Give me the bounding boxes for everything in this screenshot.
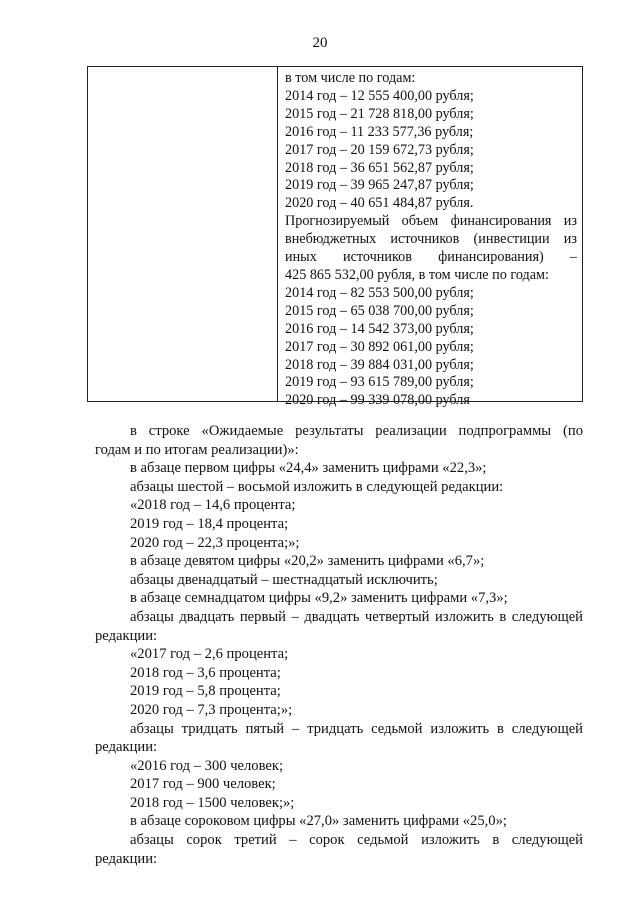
text-line: 2017 год – 900 человек; xyxy=(130,776,276,793)
table-line: 2020 год – 40 651 484,87 рубля. xyxy=(285,195,474,212)
table-line: 2016 год – 11 233 577,36 рубля; xyxy=(285,123,474,140)
text-line: в абзаце семнадцатом цифры «9,2» заменить цифрами «7,3»; xyxy=(130,590,508,607)
table-line: внебюджетных источников (инвестиции из xyxy=(285,231,577,248)
text-line: в абзаце сороковом цифры «27,0» заменить цифрами «25,0»; xyxy=(130,813,507,830)
text-line: в строке «Ожидаемые результаты реализации подпрограммы (по xyxy=(130,423,583,439)
text-line: абзацы двенадцатый – шестнадцатый исключить; xyxy=(130,571,438,588)
text-line: редакции: xyxy=(95,850,158,867)
text-line: в абзаце первом цифры «24,4» заменить цифрами «22,3»; xyxy=(130,460,487,477)
text-line: абзацы тридцать пятый – тридцать седьмой изложить в следующей xyxy=(130,720,583,737)
text-line: в абзаце девятом цифры «20,2» заменить цифрами «6,7»; xyxy=(130,553,485,570)
financing-table xyxy=(87,66,583,409)
table-line: 2017 год – 20 159 672,73 рубля; xyxy=(285,141,474,158)
table-line: 2020 год – 99 339 078,00 рубля xyxy=(285,392,470,409)
table-line: 2014 год – 12 555 400,00 рубля; xyxy=(285,87,474,104)
table-line: 2016 год – 14 542 373,00 рубля; xyxy=(285,320,474,337)
table-line: иных источников финансирования) – xyxy=(285,249,577,266)
text-line: абзацы сорок третий – сорок седьмой изложить в следующей xyxy=(130,832,583,849)
text-line: абзацы двадцать первый – двадцать четвертый изложить в следующей xyxy=(130,608,583,625)
table-line: 2015 год – 21 728 818,00 рубля; xyxy=(285,105,474,122)
text-line: редакции: xyxy=(95,739,158,756)
table-line: 2019 год – 93 615 789,00 рубля; xyxy=(285,374,474,391)
text-line: редакции: xyxy=(95,627,158,644)
table-line: 2019 год – 39 965 247,87 рубля; xyxy=(285,177,474,194)
text-line: «2018 год – 14,6 процента; xyxy=(130,497,296,514)
text-line: абзацы шестой – восьмой изложить в следующей редакции: xyxy=(130,478,504,495)
text-line: 2018 год – 3,6 процента; xyxy=(130,664,281,681)
text-line: годам и по итогам реализации)»: xyxy=(95,441,299,458)
table-line: 2018 год – 39 884 031,00 рубля; xyxy=(285,356,474,373)
table-line: 2018 год – 36 651 562,87 рубля; xyxy=(285,159,474,176)
table-column-divider xyxy=(277,67,278,401)
text-line: «2016 год – 300 человек; xyxy=(130,757,284,774)
text-line: «2017 год – 2,6 процента; xyxy=(130,646,289,663)
text-line: 2020 год – 22,3 процента;»; xyxy=(130,534,300,551)
text-line: 2018 год – 1500 человек;»; xyxy=(130,794,295,811)
table-right-cell xyxy=(285,70,577,410)
table-line: 2017 год – 30 892 061,00 рубля; xyxy=(285,338,474,355)
table-line: в том числе по годам: xyxy=(285,70,416,86)
page-number: 20 xyxy=(312,35,328,51)
table-line: 425 865 532,00 рубля, в том числе по годам: xyxy=(285,266,549,283)
table-line: Прогнозируемый объем финансирования из xyxy=(285,213,577,230)
text-line: 2019 год – 18,4 процента; xyxy=(130,515,289,532)
table-line: 2014 год – 82 553 500,00 рубля; xyxy=(285,284,474,301)
amendment-text xyxy=(95,422,583,868)
text-line: 2020 год – 7,3 процента;»; xyxy=(130,701,293,718)
table-line: 2015 год – 65 038 700,00 рубля; xyxy=(285,302,474,319)
text-line: 2019 год – 5,8 процента; xyxy=(130,683,281,700)
